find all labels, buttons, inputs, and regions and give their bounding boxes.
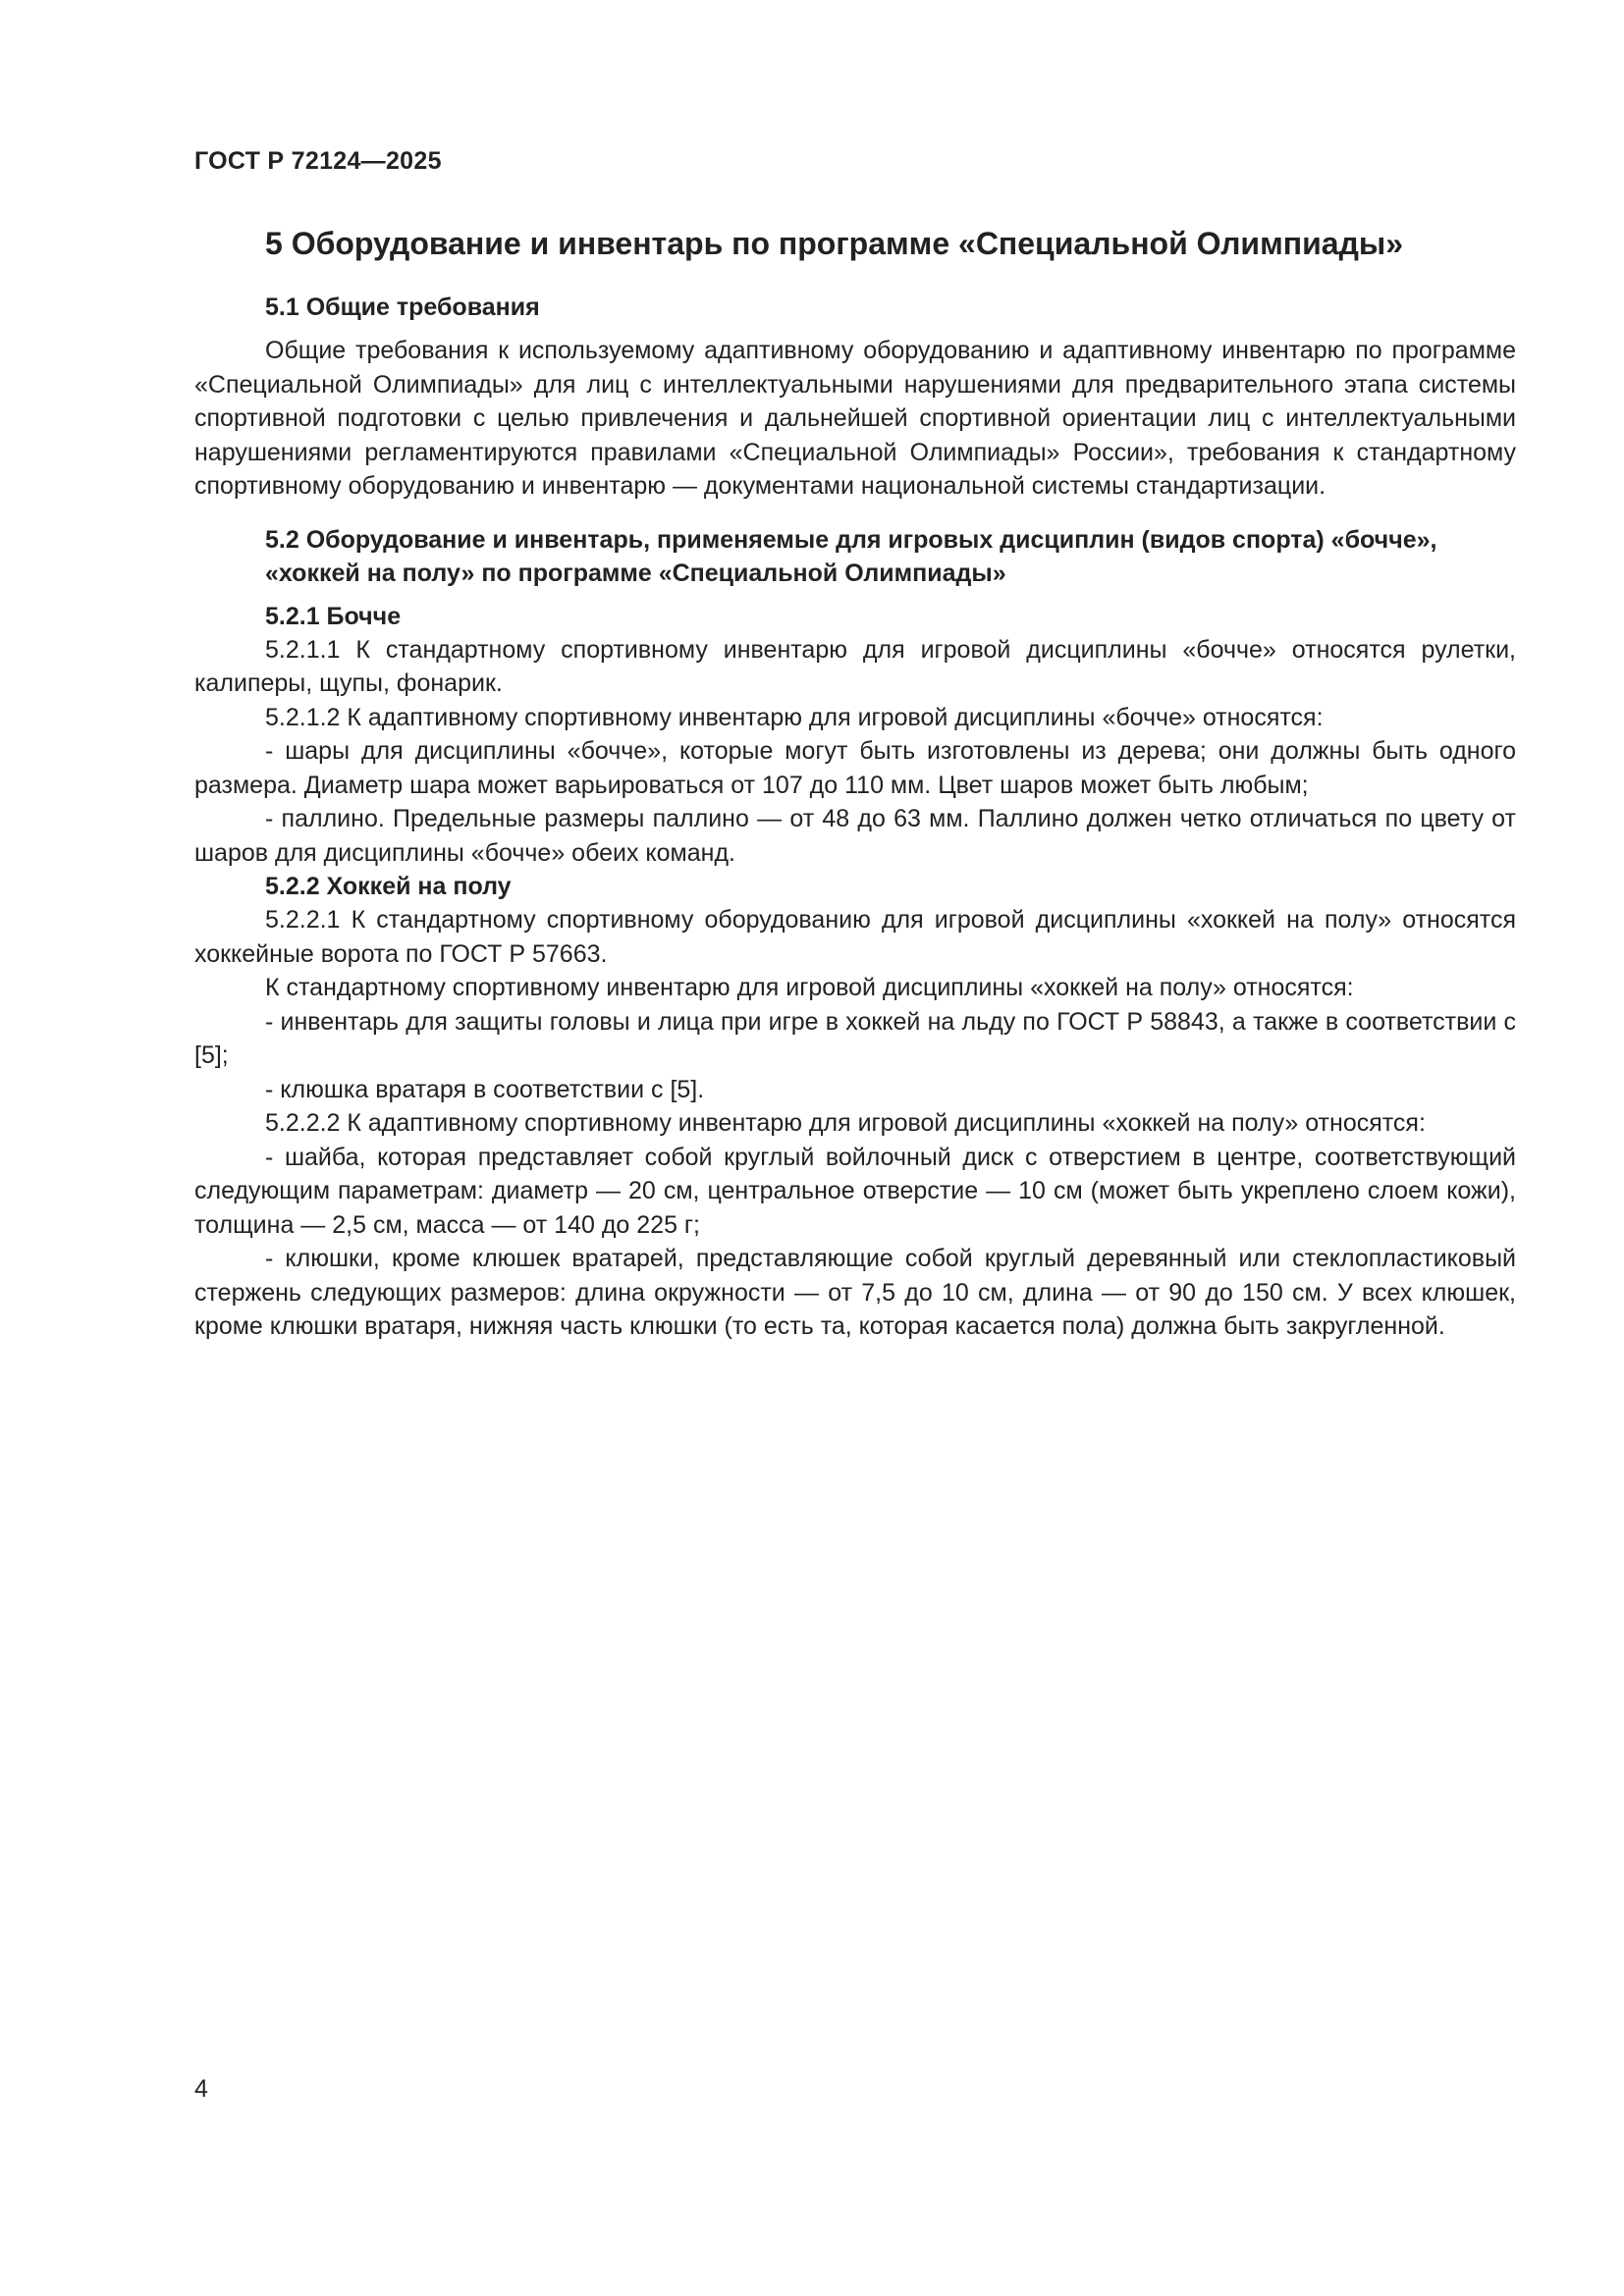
paragraph-5-2-1-1: 5.2.1.1 К стандартному спортивному инвентарю для игровой дисциплины «бочче» относятся рулетки, калиперы, щупы, фонарик. — [194, 635, 1516, 697]
list-item-goalie-stick: - клюшка вратаря в соответствии с [5]. — [265, 1075, 705, 1103]
section-5-2-1-title: 5.2.1 Бочче — [265, 602, 402, 630]
paragraph-5-2-1-2: 5.2.1.2 К адаптивному спортивному инвентарю для игровой дисциплины «бочче» относятся: — [265, 703, 1324, 731]
page-content — [194, 224, 1516, 1344]
list-item-sticks: - клюшки, кроме клюшек вратарей, представляющие собой круглый деревянный или стеклопластиковый стержень следующих размеров: длина окружности — от 7,5 до 10 см, длина — от 90 до 150 см. У всех клюшек, кроме клюшки вратаря, нижняя часть клюшки (то есть та, которая касается пола) должна быть закругленной. — [194, 1245, 1516, 1340]
section-5-1-text: Общие требования к используемому адаптивному оборудованию и адаптивному инвентарю по программе «Специальной Олимпиады» для лиц с интеллектуальными нарушениями для предварительного этапа системы спортивной подготовки с целью привлечения и дальнейшей спортивной ориентации лиц с интеллектуальными нарушениями регламентируются правилами «Специальной Олимпиады» России», требования к стандартному спортивному оборудованию и инвентарю — документами национальной системы стандартизации. — [194, 337, 1516, 500]
paragraph-5-2-2-2: 5.2.2.2 К адаптивному спортивному инвентарю для игровой дисциплины «хоккей на полу» относятся: — [265, 1109, 1426, 1137]
list-item-puck: - шайба, которая представляет собой круглый войлочный диск с отверстием в центре, соответствующий следующим параметрам: диаметр — 20 см, центральное отверстие — 10 см (может быть укреплено слоем кожи), толщина — 2,5 см, масса — от 140 до 225 г; — [194, 1143, 1516, 1239]
paragraph-standard-inventory: К стандартному спортивному инвентарю для игровой дисциплины «хоккей на полу» относятся: — [265, 974, 1354, 1001]
list-item-head-protection: - инвентарь для защиты головы и лица при игре в хоккей на льду по ГОСТ Р 58843, а также в соответствии с [5]; — [194, 1007, 1516, 1069]
list-item-balls: - шары для дисциплины «бочче», которые могут быть изготовлены из дерева; они должны быть одного размера. Диаметр шара может варьироваться от 107 до 110 мм. Цвет шаров может быть любым; — [194, 737, 1516, 799]
section-5-1-title: 5.1 Общие требования — [265, 294, 540, 321]
document-id: ГОСТ Р 72124—2025 — [194, 147, 442, 175]
list-item-pallino: - паллино. Предельные размеры паллино — от 48 до 63 мм. Паллино должен четко отличаться по цвету от шаров для дисциплины «бочче» обеих команд. — [194, 805, 1516, 867]
page-number: 4 — [194, 2075, 208, 2103]
section-5-2-2-title: 5.2.2 Хоккей на полу — [265, 873, 512, 900]
paragraph-5-2-2-1: 5.2.2.1 К стандартному спортивному оборудованию для игровой дисциплины «хоккей на полу» относятся хоккейные ворота по ГОСТ Р 57663. — [194, 906, 1516, 968]
section-5-title: 5 Оборудование и инвентарь по программе «Специальной Олимпиады» — [265, 226, 1403, 261]
section-5-2-title: 5.2 Оборудование и инвентарь, применяемые для игровых дисциплин (видов спорта) «бочче», «хоккей на полу» по программе «Специальной Олимпиады» — [265, 525, 1437, 587]
